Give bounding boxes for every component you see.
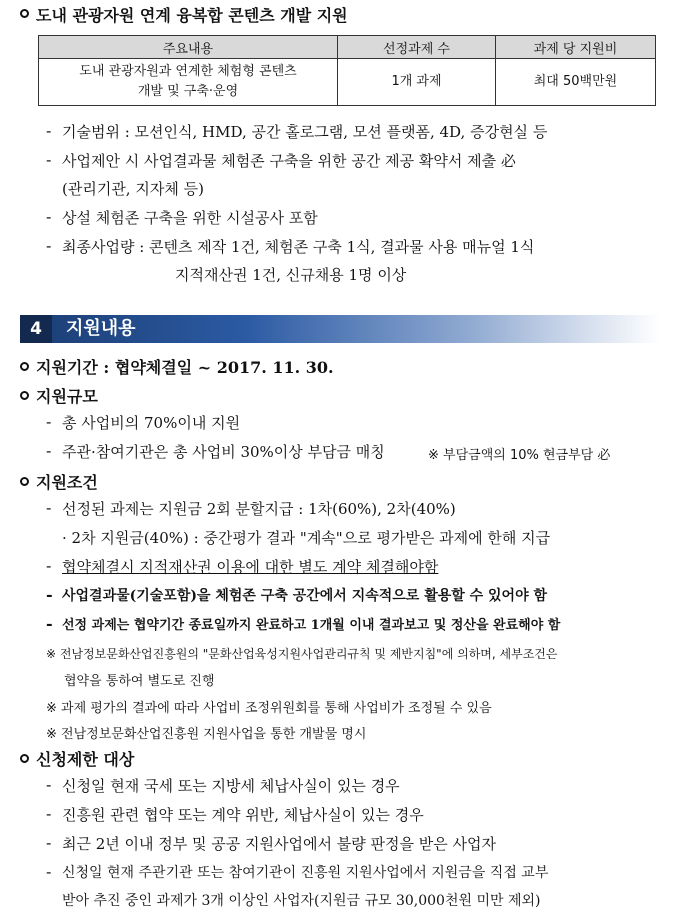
dash-marker: - (46, 833, 52, 852)
limit-item1: 신청일 현재 국세 또는 지방세 체납사실이 있는 경우 (62, 777, 400, 795)
dash-marker: - (46, 556, 52, 575)
dash-marker: - (46, 775, 52, 794)
cond-item1: 선정된 과제는 지원금 2회 분할지급 : 1차(60%), 2차(40%) (62, 500, 456, 518)
table-cell-content (39, 59, 338, 106)
sec1-item-tech: 기술범위 : 모션인식, HMD, 공간 홀로그램, 모션 플랫폼, 4D, 증강현실 등 (62, 123, 548, 141)
table-cell-count: 1개 과제 (338, 59, 496, 106)
table-row (39, 59, 656, 106)
sec1-item-proposal-cont: (관리기관, 지자체 등) (62, 180, 204, 198)
scale-item2: 주관·참여기관은 총 사업비 30%이상 부담금 매칭 (62, 443, 385, 461)
cell-content-line1: 도내 관광자원과 연계한 체험형 콘텐츠 (79, 64, 297, 79)
table-header-budget: 과제 당 지원비 (495, 36, 655, 59)
circle-bullet-icon (20, 391, 29, 400)
circle-bullet-icon (20, 477, 29, 486)
limit-item2: 진흥원 관련 협약 또는 계약 위반, 체납사실이 있는 경우 (62, 806, 424, 824)
dash-marker: - (46, 441, 52, 460)
cell-content-line2: 개발 및 구축·운영 (137, 84, 239, 99)
dash-marker: - (46, 412, 52, 431)
dash-marker: - (46, 150, 52, 169)
limit-item4-cont: 받아 추진 중인 과제가 3개 이상인 사업자(지원금 규모 30,000천원 미만 제외) (62, 893, 541, 909)
circle-bullet-icon (20, 754, 29, 763)
dash-marker: - (46, 804, 52, 823)
dash-marker: - (46, 236, 52, 255)
period-heading: 지원기간 : 협약체결일 ~ 2017. 11. 30. (36, 358, 334, 377)
limit-heading: 신청제한 대상 (36, 750, 135, 769)
scale-item2-note: ※ 부담금액의 10% 현금부담 必 (428, 448, 611, 463)
sec1-item-facility: 상설 체험존 구축을 위한 시설공사 포함 (62, 209, 318, 227)
section-number: 4 (20, 315, 52, 343)
cond-item1-sub: · 2차 지원금(40%) : 중간평가 결과 "계속"으로 평가받은 과제에 한해 지급 (62, 529, 551, 547)
limit-item4: 신청일 현재 주관기관 또는 참여기관이 진흥원 지원사업에서 지원금을 직접 교부 (62, 865, 549, 881)
cond-item2: 협약체결시 지적재산권 이용에 대한 별도 계약 체결해야함 (62, 558, 439, 576)
table-header-count: 선정과제 수 (338, 36, 496, 59)
dash-marker: - (46, 207, 52, 226)
circle-bullet-icon (20, 362, 29, 371)
dash-marker: - (46, 121, 52, 140)
table-cell-budget: 최대 50백만원 (495, 59, 655, 106)
cond-item4: 선정 과제는 협약기간 종료일까지 완료하고 1개월 이내 결과보고 및 정산을 완료해야 함 (62, 618, 561, 633)
dash-marker: - (46, 585, 53, 604)
dash-marker: - (46, 614, 53, 633)
support-table (38, 35, 656, 106)
table-header-content: 주요내용 (39, 36, 338, 59)
table-header-row (39, 36, 656, 59)
sec1-item-final: 최종사업량 : 콘텐츠 제작 1건, 체험존 구축 1식, 결과물 사용 매뉴얼 1식 (62, 238, 535, 256)
cond-note1: ※ 전남정보문화산업진흥원의 "문화산업육성지원사업관리규칙 및 제반지침"에 의하며, 세부조건은 (46, 647, 558, 661)
cond-note2: ※ 과제 평가의 결과에 따라 사업비 조정위원회를 통해 사업비가 조정될 수 있음 (46, 701, 492, 716)
sec1-item-proposal: 사업제안 시 사업결과물 체험존 구축을 위한 공간 제공 확약서 제출 必 (62, 152, 516, 170)
cond-note3: ※ 전남정보문화산업진흥원 지원사업을 통한 개발물 명시 (46, 727, 367, 742)
cond-item3: 사업결과물(기술포함)을 체험존 구축 공간에서 지속적으로 활용할 수 있어야 함 (62, 588, 548, 604)
dash-marker: - (46, 498, 52, 517)
dash-marker: - (46, 862, 52, 881)
cond-heading: 지원조건 (36, 473, 98, 492)
circle-bullet-icon (20, 9, 29, 18)
section-title: 지원내용 (66, 318, 136, 339)
limit-item3: 최근 2년 이내 정부 및 공공 지원사업에서 불량 판정을 받은 사업자 (62, 835, 496, 853)
cond-note1-cont: 협약을 통하여 별도로 진행 (64, 674, 215, 689)
sec1-heading: 도내 관광자원 연계 융복합 콘텐츠 개발 지원 (36, 6, 348, 25)
scale-heading: 지원규모 (36, 387, 98, 406)
scale-item1: 총 사업비의 70%이내 지원 (62, 414, 241, 432)
sec1-item-final-cont: 지적재산권 1건, 신규채용 1명 이상 (175, 266, 407, 284)
